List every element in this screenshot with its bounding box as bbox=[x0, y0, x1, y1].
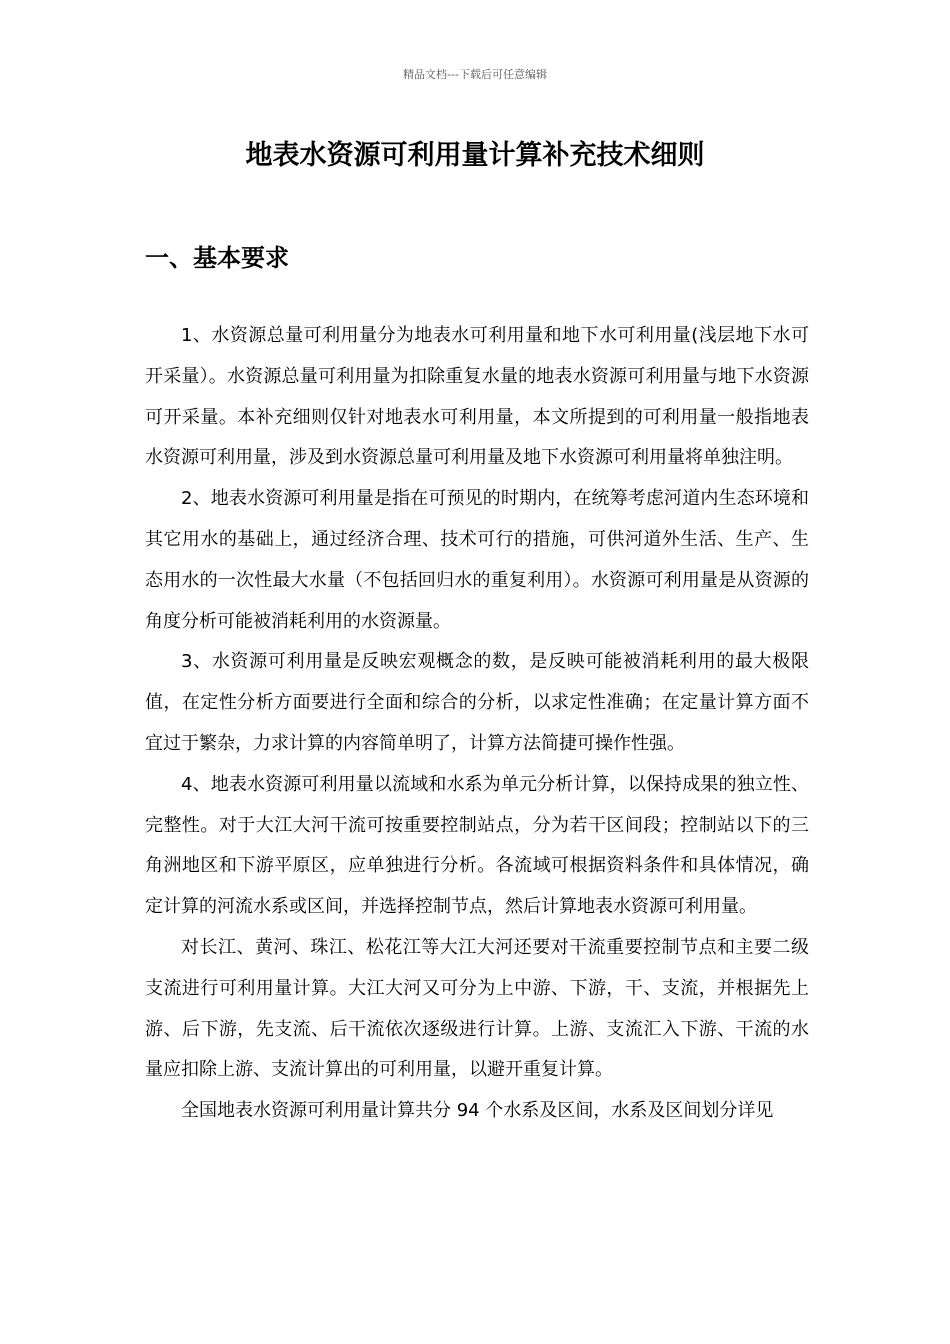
paragraph-5: 对长江、黄河、珠江、松花江等大江大河还要对干流重要控制节点和主要二级支流进行可利用量计算。大江大河又可分为上中游、下游，干、支流，并根据先上游、后下游，先支流、后干流依次逐级进行计算。上游、支流汇入下游、干流的水量应扣除上游、支流计算出的可利用量，以避开重复计算。 bbox=[145, 936, 809, 1081]
paragraph-4: 4、地表水资源可利用量以流域和水系为单元分析计算，以保持成果的独立性、完整性。对于大江大河干流可按重要控制站点，分为若干区间段；控制站以下的三角洲地区和下游平原区，应单独进行分析。各流域可根据资料条件和具体情况，确定计算的河流水系或区间，并选择控制节点，然后计算地表水资源可利用量。 bbox=[145, 773, 809, 918]
paragraph-1: 1、水资源总量可利用量分为地表水可利用量和地下水可利用量(浅层地下水可开采量）。水资源总量可利用量为扣除重复水量的地表水资源可利用量与地下水资源可开采量。本补充细则仅针对地表水可利用量，本文所提到的可利用量一般指地表水资源可利用量，涉及到水资源总量可利用量及地下水资源可利用量将单独注明。 bbox=[145, 325, 809, 469]
page-header-note: 精品文档---下载后可任意编辑 bbox=[403, 68, 547, 81]
paragraph-3: 3、水资源可利用量是反映宏观概念的数，是反映可能被消耗利用的最大极限值，在定性分析方面要进行全面和综合的分析，以求定性准确；在定量计算方面不宜过于繁杂，力求计算的内容简单明了，计算方法简捷可操作性强。 bbox=[145, 651, 809, 754]
document-body bbox=[145, 316, 809, 1132]
paragraph-6: 全国地表水资源可利用量计算共分 94 个水系及区间，水系及区间划分详见 bbox=[181, 1100, 774, 1122]
document-title: 地表水资源可利用量计算补充技术细则 bbox=[245, 140, 705, 171]
section-heading: 一、基本要求 bbox=[145, 244, 289, 272]
paragraph-2: 2、地表水资源可利用量是指在可预见的时期内，在统筹考虑河道内生态环境和其它用水的基础上，通过经济合理、技术可行的措施，可供河道外生活、生产、生态用水的一次性最大水量（不包括回归水的重复利用）。水资源可利用量是从资源的角度分析可能被消耗利用的水资源量。 bbox=[145, 488, 809, 632]
